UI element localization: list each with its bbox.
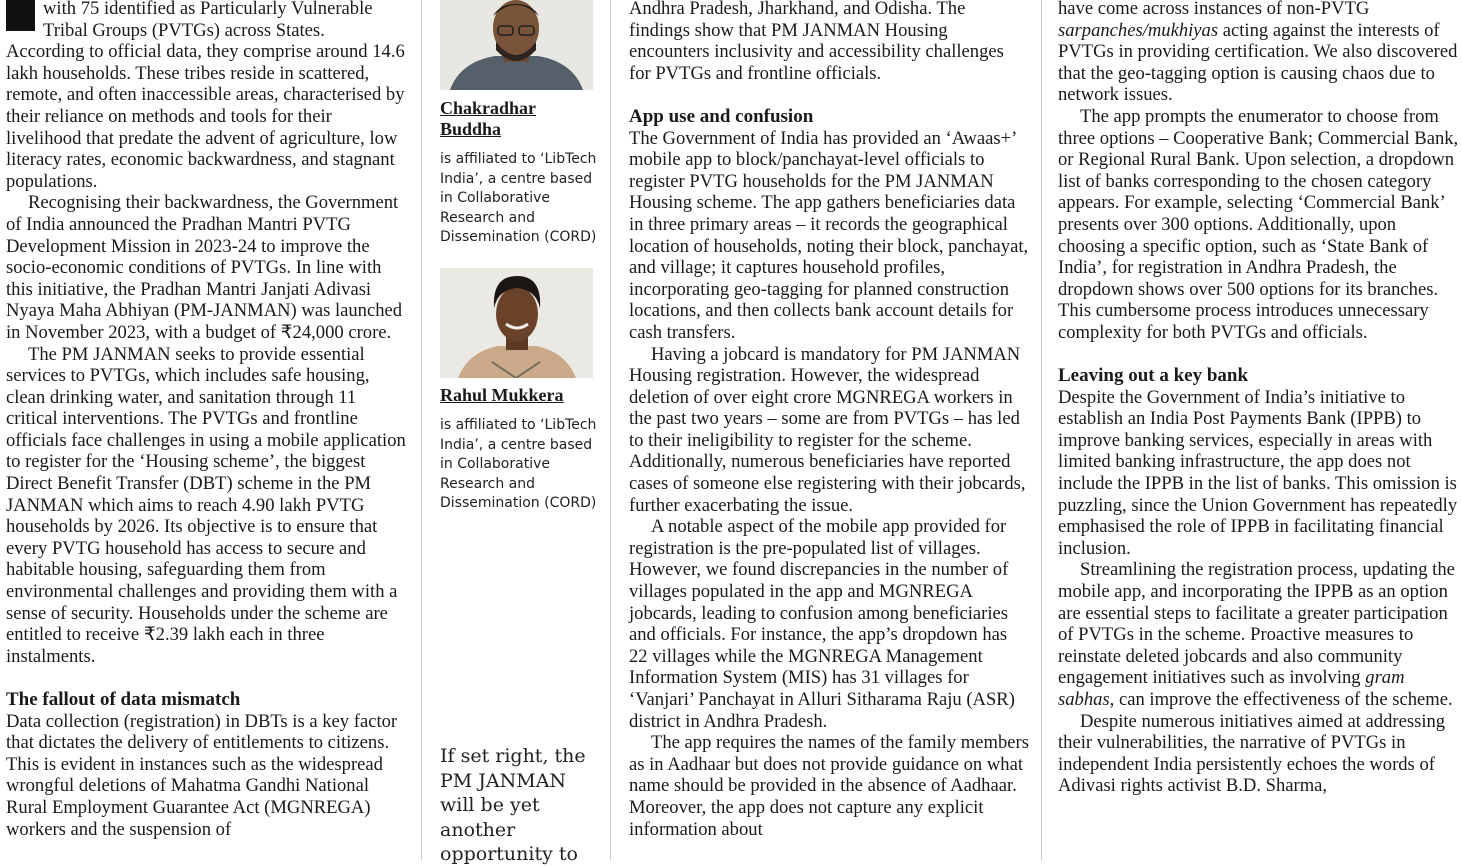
section-heading: The fallout of data mismatch xyxy=(6,689,241,710)
paragraph: Andhra Pradesh, Jharkhand, and Odisha. The findings show that PM JANMAN Housing encounters inclusivity and accessibility challenges for PVTGs and frontline officials. xyxy=(629,0,1004,84)
paragraph: A notable aspect of the mobile app provided for registration is the pre-populated list of villages. However, we found discrepancies in the number of villages populated in the app and MGNREGA jobcards, leading to confusion among beneficiaries and officials. For instance, the app’s dropdown has 22 villages while the MGNREGA Management Information System (MIS) has 31 villages for ‘Vanjari’ Panchayat in Alluri Sitharama Raju (ASR) district in Andhra Pradesh. xyxy=(629,516,1015,732)
author-photo xyxy=(440,0,593,90)
paragraph: Having a jobcard is mandatory for PM JANMAN Housing registration. However, the widespread deletion of over eight crore MGNREGA workers in the past two years – some are from PVTGs – has led to their ineligibility to register for the scheme. Additionally, numerous beneficiaries have reported cases of someone else registering with their jobcards, further exacerbating the issue. xyxy=(629,343,1026,516)
section-heading: App use and confusion xyxy=(629,105,814,127)
paragraph: with 75 identified as Particularly Vulnerable Tribal Groups (PVTGs) across States. According to official data, they comprise around 14.6 lakh households. These tribes reside in scattered, remote, and often inaccessible areas, characterised by their reliance on methods and tools for their livelihood that predate the advent of agriculture, low literacy rates, economic backwardness, and stagnant populations. xyxy=(6,0,406,192)
paragraph: The PM JANMAN seeks to provide essential services to PVTGs, which includes safe housing, clean drinking water, and sanitation through 11 critical interventions. The PVTGs and frontline officials face challenges in using a mobile application to register for the ‘Housing scheme’, the biggest Direct Benefit Transfer (DBT) scheme in the PM JANMAN which aims to reach 4.90 lakh PVTG households by 2026. Its objective is to ensure that every PVTG household has access to secure and habitable housing, safeguarding them from environmental challenges and providing them with a sense of security. Households under the scheme are entitled to receive ₹2.39 lakh each in three instalments. xyxy=(6,343,406,667)
author-name[interactable]: Chakradhar Buddha xyxy=(440,98,537,139)
paragraph: The app requires the names of the family members as in Aadhaar but does not provide guidance on what name should be provided in the absence of Aadhaar. Moreover, the app does not capture any explicit information about xyxy=(629,732,1029,840)
author-photo xyxy=(440,268,593,378)
section-heading: Leaving out a key bank xyxy=(1058,365,1249,387)
article-column-4 xyxy=(1058,0,1462,797)
pull-quote: If set right, the PM JANMAN will be yet another opportunity to xyxy=(440,745,586,865)
column-divider xyxy=(1041,0,1042,860)
article-column-3 xyxy=(629,0,1029,840)
paragraph: The Government of India has provided an ‘Awaas+’ mobile app to block/panchayat-level officials to register PVTG households for the PM JANMAN Housing scheme. The app gathers beneficiaries data in three primary areas – it records the geographical location of households, noting their block, panchayat, and village; it captures household profiles, incorporating geo-tagging for planned construction locations, and then collects bank account details for cash transfers. xyxy=(629,127,1029,343)
column-divider xyxy=(610,0,611,860)
drop-cap xyxy=(6,0,35,31)
paragraph: The app prompts the enumerator to choose from three options – Cooperative Bank; Commercial Bank, or Regional Rural Bank. Upon selection, a dropdown list of banks corresponding to the chosen category appears. For example, selecting ‘Commercial Bank’ presents over 300 options. Additionally, upon choosing a specific option, such as ‘State Bank of India’, for registration in Andhra Pradesh, the dropdown shows over 500 options for its branches. This cumbersome process introduces unnecessary complexity for both PVTGs and officials. xyxy=(1058,105,1459,343)
article-column-1 xyxy=(6,0,406,840)
author-name[interactable]: Rahul Mukkera xyxy=(440,384,564,405)
paragraph: Streamlining the registration process, updating the mobile app, and incorporating the IPPB as an option are essential steps to facilitate a greater participation of PVTGs in the scheme. Proactive measures to reinstate deleted jobcards and also community engagement initiatives such as involving gram sabhas, can improve the effectiveness of the scheme. xyxy=(1058,559,1455,710)
author-affiliation: is affiliated to ‘LibTech India’, a centre based in Collaborative Research and Dissemination (CORD) xyxy=(440,416,597,512)
paragraph: Despite the Government of India’s initiative to establish an India Post Payments Bank (IPPB) to improve banking services, especially in areas with limited banking infrastructure, the app does not include the IPPB in the list of banks. This omission is puzzling, since the Union Government has repeatedly emphasised the role of IPPB in facilitating financial inclusion. xyxy=(1058,386,1458,559)
author-affiliation: is affiliated to ‘LibTech India’, a centre based in Collaborative Research and Dissemination (CORD) xyxy=(440,151,597,246)
author-sidebar xyxy=(440,0,600,514)
paragraph: Data collection (registration) in DBTs is a key factor that dictates the delivery of entitlements to citizens. This is evident in instances such as the widespread wrongful deletions of Mahatma Gandhi National Rural Employment Guarantee Act (MGNREGA) workers and the suspension of xyxy=(6,710,398,840)
column-divider xyxy=(421,0,422,860)
paragraph: Recognising their backwardness, the Government of India announced the Pradhan Mantri PVTG Development Mission in 2023-24 to improve the socio-economic conditions of PVTGs. In line with this initiative, the Pradhan Mantri Janjati Adivasi Nyaya Maha Abhiyan (PM-JANMAN) was launched in November 2023, with a budget of ₹24,000 crore. xyxy=(6,192,403,343)
paragraph: have come across instances of non-PVTG sarpanches/mukhiyas acting against the interests of PVTGs in providing certification. We also discovered that the geo-tagging option is causing chaos due to network issues. xyxy=(1058,0,1458,106)
paragraph: Despite numerous initiatives aimed at addressing their vulnerabilities, the narrative of PVTGs in independent India persistently echoes the words of Adivasi rights activist B.D. Sharma, xyxy=(1058,710,1446,797)
